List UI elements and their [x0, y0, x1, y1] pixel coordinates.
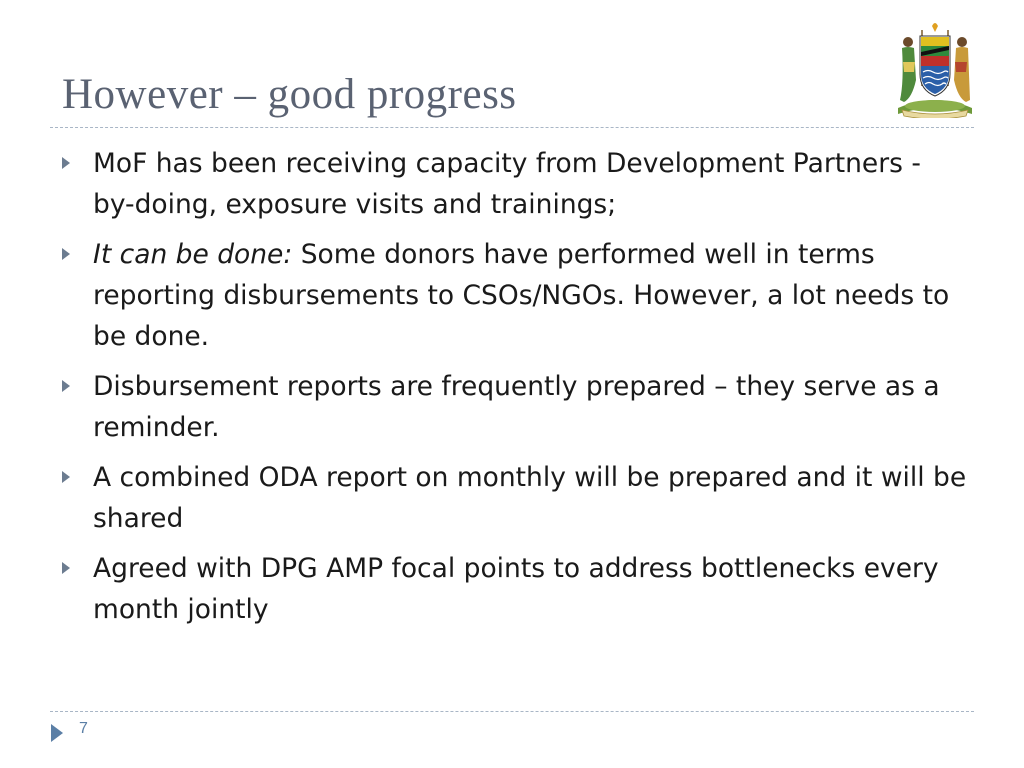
bullet-list: [60, 143, 970, 639]
bullet-prefix: It can be done:: [93, 239, 293, 270]
bullet-item: [60, 457, 970, 539]
triangle-bullet-icon: [62, 157, 70, 169]
bullet-item: [60, 366, 970, 448]
bullet-item: [60, 234, 970, 357]
triangle-bullet-icon: [62, 248, 70, 260]
triangle-footer-icon: [51, 724, 63, 742]
triangle-bullet-icon: [62, 380, 70, 392]
slide-title: However – good progress: [62, 71, 517, 118]
bullet-text: A combined ODA report on monthly will be prepared and it will be shared: [93, 462, 967, 534]
triangle-bullet-icon: [62, 562, 70, 574]
bullet-item: [60, 548, 970, 630]
page-number: 7: [79, 720, 88, 737]
bullet-text: Agreed with DPG AMP focal points to address bottlenecks every month jointly: [93, 553, 939, 625]
bullet-text: MoF has been receiving capacity from Development Partners - by-doing, exposure visits and trainings;: [93, 148, 921, 220]
bullet-text: Some donors have performed well in terms reporting disbursements to CSOs/NGOs. However, a lot needs to be done.: [93, 239, 950, 352]
footer-divider: [50, 711, 974, 712]
title-divider: [50, 127, 974, 128]
coat-of-arms-icon: [892, 22, 978, 118]
triangle-bullet-icon: [62, 471, 70, 483]
bullet-item: [60, 143, 970, 225]
bullet-text: Disbursement reports are frequently prepared – they serve as a reminder.: [93, 371, 940, 443]
